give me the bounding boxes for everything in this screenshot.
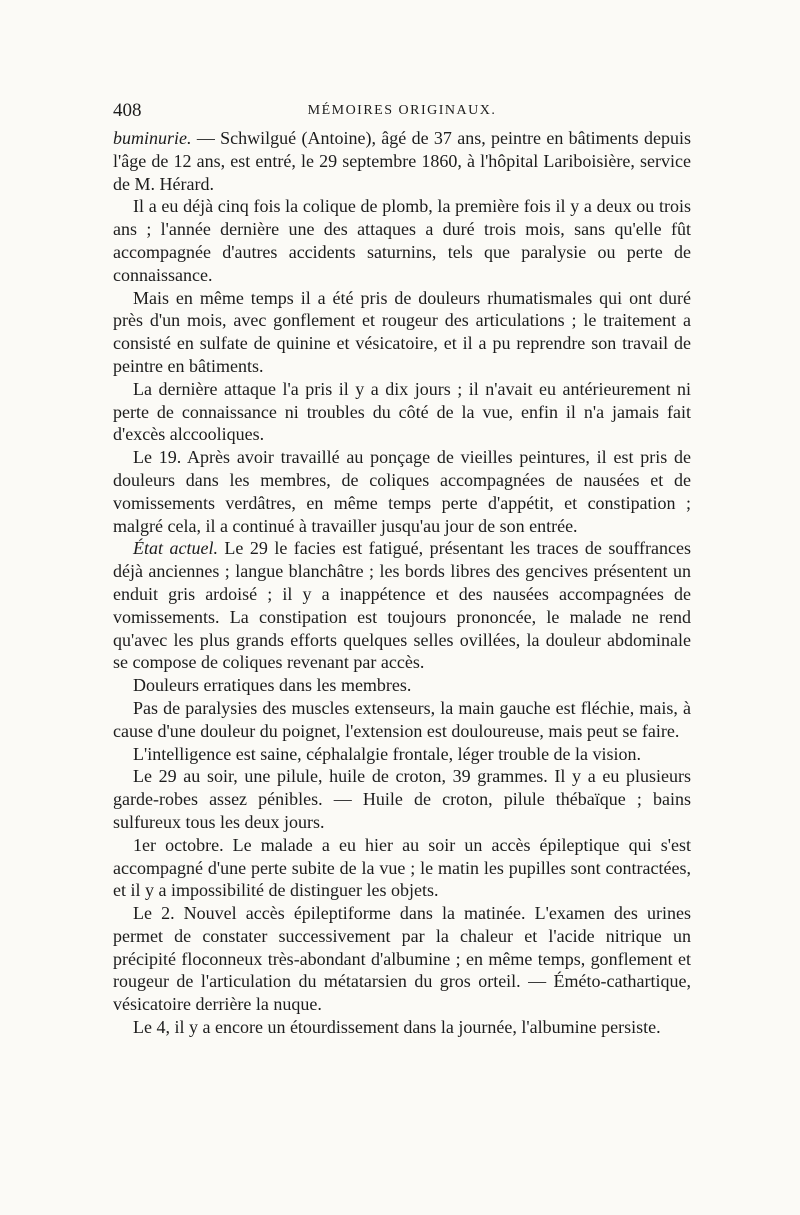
paragraph-text: Le 19. Après avoir travaillé au ponçage de vieilles peintures, il est pris de douleurs dans les membres, de coliques accompagnées de nausées et de vomissements verdâtres, en même temps perte d'appétit, et constipation ; malgré cela, il a continué à travailler jusqu'au jour de son entrée. [113,447,691,536]
paragraph [113,127,691,195]
paragraph-lead: buminurie. [113,128,192,148]
body-text [113,127,691,1039]
paragraph [113,743,691,766]
paragraph-text: Le 4, il y a encore un étourdissement dans la journée, l'albumine persiste. [133,1017,661,1038]
paragraph [113,834,691,902]
running-title: MÉMOIRES ORIGINAUX. [307,103,497,118]
paragraph [113,674,691,697]
paragraph [113,537,691,674]
paragraph [113,287,691,378]
paragraph [113,195,691,286]
paragraph-text: Mais en même temps il a été pris de douleurs rhumatismales qui ont duré près d'un mois, avec gonflement et rougeur des articulations ; le traitement a consisté en sulfate de quinine et vésicatoire, et il a pu reprendre son travail de peintre en bâtiments. [113,287,691,376]
paragraph [113,378,691,446]
page-header [113,100,691,124]
page-number: 408 [113,100,142,121]
paragraph [113,902,691,1016]
paragraph [113,446,691,537]
paragraph-text: — Schwilgué (Antoine), âgé de 37 ans, peintre en bâtiments depuis l'âge de 12 ans, est entré, le 29 septembre 1860, à l'hôpital Lariboisière, service de M. Hérard. [113,128,691,194]
paragraph-text: Le 29 le facies est fatigué, présentant les traces de souffrances déjà anciennes ; langue blanchâtre ; les bords libres des gencives présentent un enduit gris ardoisé ; il y a inappétence et des nausées accompagnées de vomissements. La constipation est toujours prononcée, le malade ne rend qu'avec les plus grands efforts quelques selles ovillées, la douleur abdominale se compose de coliques revenant par accès. [113,538,692,673]
paragraph-text: Douleurs erratiques dans les membres. [133,675,412,696]
paragraph [113,765,691,833]
paragraph-text: Le 2. Nouvel accès épileptiforme dans la matinée. L'examen des urines permet de constater successivement par la chaleur et l'acide nitrique un précipité floconneux très-abondant d'albumine ; en même temps, gonflement et rougeur de l'articulation du métatarsien du gros orteil. — Éméto-cathartique, vésicatoire derrière la nuque. [113,903,691,1015]
paragraph-text: L'intelligence est saine, céphalalgie frontale, léger trouble de la vision. [133,743,642,764]
paragraph-text: Le 29 au soir, une pilule, huile de croton, 39 grammes. Il y a eu plusieurs garde-robes assez pénibles. — Huile de croton, pilule thébaïque ; bains sulfureux tous les deux jours. [113,766,691,832]
paragraph-text: Il a eu déjà cinq fois la colique de plomb, la première fois il y a deux ou trois ans ; l'année dernière une des attaques a duré trois mois, sans qu'elle fût accompagnée d'autres accidents saturnins, tels que paralysie ou perte de connaissance. [113,196,691,285]
paragraph-lead: État actuel. [133,538,218,559]
paragraph [113,697,691,743]
paragraph-text: La dernière attaque l'a pris il y a dix jours ; il n'avait eu antérieurement ni perte de connaissance ni troubles du côté de la vue, enfin il n'a jamais fait d'excès alccooliques. [113,378,691,445]
paragraph-text: Pas de paralysies des muscles extenseurs, la main gauche est fléchie, mais, à cause d'une douleur du poignet, l'extension est douloureuse, mais peut se faire. [113,697,691,741]
paragraph [113,1016,691,1039]
paragraph-text: 1er octobre. Le malade a eu hier au soir un accès épileptique qui s'est accompagné d'une perte subite de la vue ; le matin les pupilles sont contractées, et il y a impossibilité de distinguer les objets. [113,834,691,901]
